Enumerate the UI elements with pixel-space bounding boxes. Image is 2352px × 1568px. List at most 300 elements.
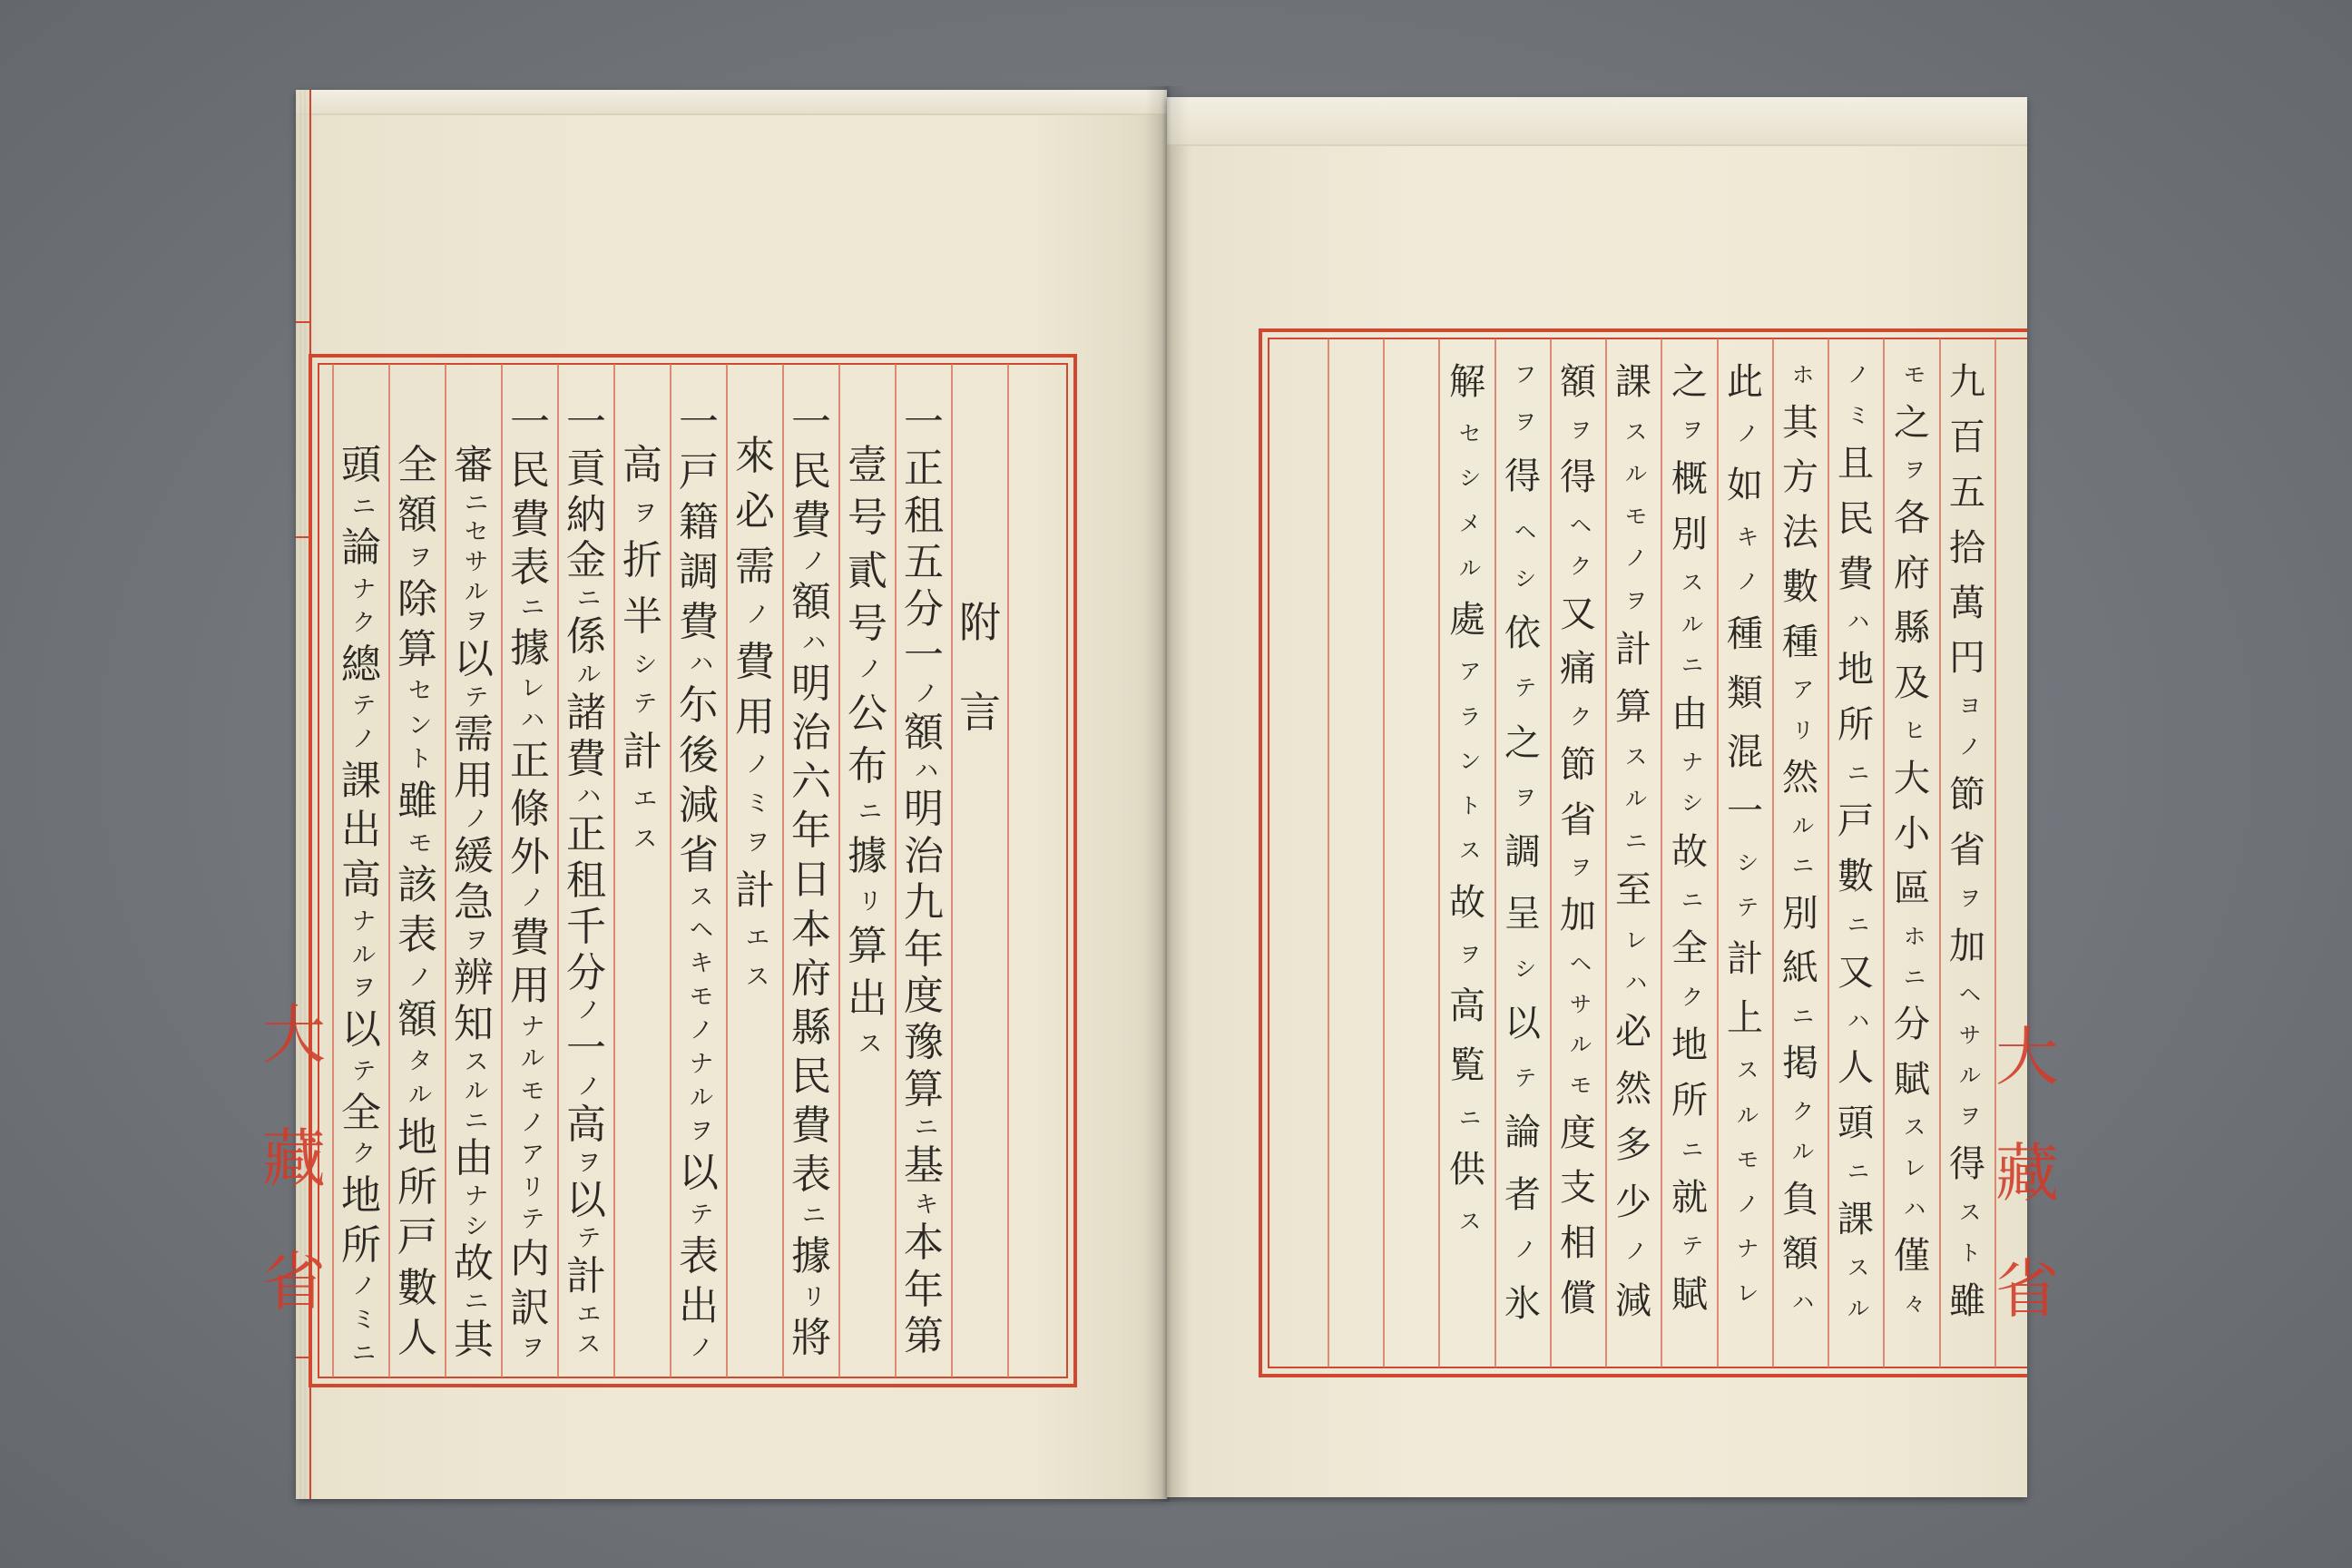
character: 出: [341, 807, 381, 854]
character: 故: [454, 1240, 494, 1288]
character: 額: [1782, 1233, 1818, 1276]
character: 別: [1782, 892, 1818, 935]
character: 藏: [1995, 1136, 2059, 1210]
character: 區: [1894, 867, 1930, 910]
character: 必: [1615, 1011, 1651, 1054]
character: 豫: [904, 1019, 944, 1066]
character: 一: [904, 399, 944, 446]
character: 内: [510, 1236, 550, 1283]
character: 半: [622, 593, 662, 640]
character: 一: [566, 1025, 606, 1073]
character: 一: [791, 399, 831, 446]
character: モ: [407, 829, 432, 858]
character: 加: [1949, 925, 1985, 967]
character: 急: [454, 878, 494, 926]
character: 費: [679, 598, 719, 645]
character: ア: [1792, 677, 1814, 703]
character: ノ: [1737, 1191, 1759, 1217]
character: 課: [1615, 361, 1651, 403]
character: サ: [1959, 1022, 1981, 1048]
text-column: [1439, 363, 1495, 1233]
character: 表: [791, 1151, 831, 1198]
character: キ: [689, 950, 713, 978]
character: 之: [1671, 361, 1708, 403]
character: 算: [904, 1065, 944, 1112]
character: ス: [1459, 1208, 1481, 1234]
character: 用: [454, 757, 494, 804]
character: ヲ: [1514, 409, 1536, 436]
character: テ: [689, 1201, 713, 1230]
character: 費: [791, 1102, 831, 1149]
character: 六: [791, 759, 831, 806]
character: 其: [454, 1316, 494, 1363]
character: シ: [464, 1212, 488, 1240]
character: ス: [1625, 418, 1647, 445]
character: ヘ: [689, 916, 713, 945]
character: ナ: [1681, 749, 1703, 775]
character: 額: [904, 709, 944, 756]
character: 此: [1727, 361, 1763, 403]
character: 方: [1782, 456, 1818, 499]
character: 民: [510, 447, 550, 495]
character: 得: [1504, 456, 1541, 498]
character: 戸: [1838, 800, 1874, 843]
character: 訳: [510, 1284, 550, 1331]
character: 種: [1727, 612, 1763, 655]
character: 算: [397, 626, 437, 673]
character: 戸: [397, 1214, 437, 1261]
character: 數: [397, 1264, 437, 1311]
seal-stamp: [261, 974, 327, 1344]
character: ル: [1959, 1063, 1981, 1089]
character: セ: [407, 678, 432, 706]
character: 全: [341, 1089, 381, 1136]
character: レ: [1625, 926, 1647, 953]
character: ノ: [801, 548, 826, 576]
character: 所: [341, 1221, 381, 1269]
character: 減: [1615, 1279, 1651, 1322]
character: ニ: [1625, 828, 1647, 854]
character: リ: [801, 1283, 826, 1311]
character: モ: [520, 1077, 544, 1105]
seal-stamp: [1994, 999, 2060, 1348]
character: 額: [397, 995, 437, 1043]
character: キ: [1737, 524, 1759, 551]
character: セ: [464, 519, 488, 547]
character: ノ: [520, 884, 544, 912]
character: ク: [351, 609, 376, 637]
character: ト: [407, 746, 432, 774]
character: 知: [454, 1000, 494, 1047]
character: ト: [1459, 793, 1481, 819]
character: ナ: [464, 1183, 488, 1211]
character: 大: [1995, 1020, 2059, 1094]
character: ハ: [520, 707, 544, 735]
character: 度: [1560, 1112, 1596, 1154]
character: 本: [904, 1220, 944, 1267]
character: 高: [566, 1101, 606, 1148]
character: 九: [1949, 361, 1985, 403]
character: ヘ: [1570, 513, 1592, 539]
character: ク: [1570, 704, 1592, 730]
character: ノ: [520, 1109, 544, 1137]
text-column: [839, 442, 896, 1058]
character: レ: [1904, 1155, 1926, 1181]
character: 費: [510, 495, 550, 543]
character: ノ: [576, 997, 601, 1025]
character: ノ: [351, 1273, 376, 1301]
character: ヲ: [745, 829, 769, 858]
character: テ: [520, 1205, 544, 1233]
character: ナ: [520, 1013, 544, 1041]
character: エ: [632, 786, 657, 814]
character: 全: [1671, 927, 1708, 970]
character: ク: [1570, 553, 1592, 579]
character: 五: [904, 539, 944, 586]
character: 覧: [1449, 1044, 1485, 1087]
text-column: [502, 399, 558, 1362]
character: レ: [520, 675, 544, 703]
character: 省: [1560, 799, 1596, 841]
character: ノ: [407, 964, 432, 992]
character: 租: [566, 857, 606, 904]
character: テ: [632, 691, 657, 719]
character: ス: [576, 1330, 601, 1358]
character: ル: [1792, 1139, 1814, 1165]
character: 高: [341, 857, 381, 904]
character: 貳: [848, 547, 887, 594]
character: 外: [510, 834, 550, 881]
character: ハ: [1625, 969, 1647, 995]
character: テ: [1737, 895, 1759, 921]
character: 痛: [1560, 648, 1596, 691]
character: 金: [566, 537, 606, 584]
character: 以: [341, 1006, 381, 1054]
character: 大: [262, 998, 326, 1073]
character: ニ: [1847, 911, 1869, 937]
character: 年: [791, 808, 831, 855]
text-column: [783, 399, 839, 1361]
character: 混: [1727, 730, 1763, 773]
character: ニ: [1459, 1104, 1481, 1131]
character: 小: [1894, 812, 1930, 855]
character: 數: [1838, 855, 1874, 897]
character: ス: [1737, 1057, 1759, 1083]
character: ノ: [576, 1073, 601, 1101]
character: ニ: [464, 489, 488, 517]
character: ニ: [1681, 887, 1703, 913]
character: ス: [632, 826, 657, 853]
character: 由: [1671, 692, 1708, 735]
character: ミ: [745, 790, 769, 818]
character: リ: [1792, 717, 1814, 743]
character: 一: [679, 399, 719, 446]
character: ク: [1681, 984, 1703, 1010]
character: ル: [1847, 1295, 1869, 1321]
appendix-heading: [952, 600, 1008, 735]
character: ル: [464, 578, 488, 606]
text-column: [446, 442, 502, 1363]
character: 尓: [679, 681, 719, 729]
character: ノ: [351, 726, 376, 754]
character: ニ: [1792, 853, 1814, 879]
character: 且: [1838, 442, 1874, 485]
text-column: [727, 433, 783, 991]
character: 及: [1894, 662, 1930, 704]
character: ト: [1959, 1240, 1981, 1267]
character: ナ: [351, 907, 376, 936]
character: 頭: [341, 442, 381, 488]
character: 附: [959, 598, 1001, 647]
character: ニ: [1792, 1003, 1814, 1029]
character: セ: [1459, 421, 1481, 447]
character: 一: [510, 399, 550, 446]
character: 公: [848, 691, 887, 738]
character: 如: [1727, 465, 1763, 507]
character: 又: [1560, 593, 1596, 635]
character: 拾: [1949, 526, 1985, 569]
character: 頭: [1838, 1102, 1874, 1145]
character: ハ: [576, 783, 601, 811]
character: ル: [1737, 1102, 1759, 1128]
character: 依: [1504, 612, 1541, 655]
character: 府: [1894, 552, 1930, 594]
character: ヲ: [464, 608, 488, 636]
character: 民: [1838, 497, 1874, 540]
character: シ: [1459, 466, 1481, 492]
character: 円: [1949, 637, 1985, 680]
character: ル: [1792, 812, 1814, 838]
character: 大: [1894, 758, 1930, 799]
character: 各: [1894, 496, 1930, 539]
character: 論: [1504, 1112, 1541, 1154]
character: ル: [576, 661, 601, 689]
character: 供: [1449, 1148, 1485, 1191]
character: 計: [735, 867, 775, 914]
character: 解: [1449, 361, 1485, 403]
character: 表: [397, 912, 437, 959]
character: ハ: [1904, 1195, 1926, 1221]
character: シ: [632, 651, 657, 679]
character: ス: [1959, 1200, 1981, 1226]
character: 減: [679, 781, 719, 828]
character: 諸: [566, 689, 606, 736]
character: 必: [735, 488, 775, 535]
character: ヲ: [1959, 1103, 1981, 1130]
character: 節: [1560, 743, 1596, 786]
character: ニ: [464, 1289, 488, 1317]
character: 分: [566, 949, 606, 996]
character: 條: [510, 786, 550, 833]
character: 々: [1904, 1290, 1926, 1317]
character: ノ: [1514, 1236, 1536, 1262]
character: 來: [735, 433, 775, 479]
character: ノ: [1625, 545, 1647, 572]
character: 之: [1894, 401, 1930, 444]
character: 明: [791, 661, 831, 708]
character: 需: [735, 544, 775, 591]
text-column: [1884, 363, 1940, 1316]
character: 出: [848, 975, 887, 1023]
character: ル: [520, 1045, 544, 1073]
character: 省: [1949, 829, 1985, 872]
character: 表: [679, 1233, 719, 1280]
character: 府: [791, 955, 831, 1002]
character: 課: [341, 757, 381, 804]
character: 分: [1894, 1004, 1930, 1046]
character: 後: [679, 731, 719, 779]
character: 論: [341, 524, 381, 572]
character: シ: [1737, 849, 1759, 876]
character: ニ: [1681, 652, 1703, 679]
character: 僅: [1894, 1235, 1930, 1278]
character: 一: [566, 399, 606, 446]
character: 基: [904, 1142, 944, 1190]
text-column: [1605, 363, 1661, 1320]
character: 壹: [848, 442, 887, 488]
character: 千: [566, 903, 606, 950]
character: 得: [1949, 1143, 1985, 1186]
character: 布: [848, 743, 887, 790]
character: シ: [1681, 790, 1703, 817]
character: 調: [1504, 831, 1541, 874]
character: 戸: [679, 448, 719, 495]
character: 年: [904, 1266, 944, 1313]
character: サ: [1570, 991, 1592, 1017]
character: ノ: [858, 655, 882, 683]
character: 租: [904, 492, 944, 539]
character: 年: [904, 926, 944, 973]
character: 少: [1615, 1181, 1651, 1223]
text-column: [558, 399, 614, 1358]
character: 費: [510, 915, 550, 962]
text-column: [333, 442, 389, 1367]
page-stack-edge: [1167, 97, 2027, 146]
character: 然: [1782, 757, 1818, 799]
character: ヲ: [1570, 855, 1592, 881]
character: 計: [1727, 938, 1763, 981]
character: 算: [848, 923, 887, 970]
character: 負: [1782, 1178, 1818, 1220]
character: ニ: [1681, 1136, 1703, 1162]
character: 其: [1782, 401, 1818, 444]
character: テ: [351, 1057, 376, 1085]
character: ミ: [351, 1307, 376, 1335]
character: ホ: [1792, 362, 1814, 387]
character: 民: [791, 448, 831, 495]
character: ヲ: [1959, 885, 1981, 911]
character: ナ: [351, 576, 376, 604]
character: 所: [397, 1164, 437, 1211]
character: ル: [1570, 1032, 1592, 1058]
character: タ: [407, 1048, 432, 1076]
character: 雖: [1949, 1279, 1985, 1322]
character: 治: [791, 710, 831, 757]
character: 縣: [791, 1004, 831, 1051]
character: 節: [1949, 774, 1985, 817]
text-column: [614, 442, 671, 853]
text-column: [1828, 363, 1884, 1320]
character: 民: [791, 1053, 831, 1100]
character: ニ: [1847, 1159, 1869, 1185]
character: ニ: [914, 1114, 938, 1142]
character: 除: [397, 575, 437, 622]
character: モ: [689, 984, 713, 1012]
character: 據: [848, 833, 887, 880]
character: ル: [464, 1078, 488, 1106]
character: 雖: [397, 778, 437, 825]
character: 高: [622, 442, 662, 488]
character: ハ: [914, 758, 938, 785]
character: テ: [1681, 1233, 1703, 1259]
character: ハ: [801, 630, 826, 658]
character: ヘ: [1959, 981, 1981, 1007]
character: ニ: [351, 493, 376, 521]
character: 省: [262, 1245, 326, 1319]
character: ノ: [745, 601, 769, 629]
character: ハ: [1792, 1289, 1814, 1315]
character: フ: [1514, 362, 1536, 387]
character: 該: [397, 861, 437, 908]
character: 出: [679, 1283, 719, 1330]
character: ル: [1681, 611, 1703, 637]
character: 之: [1504, 721, 1541, 764]
text-column: [1661, 363, 1718, 1314]
character: 調: [679, 548, 719, 595]
character: ハ: [1847, 609, 1869, 635]
character: 別: [1671, 514, 1708, 556]
character: ナ: [689, 1051, 713, 1079]
character: サ: [464, 548, 488, 576]
character: 藏: [262, 1122, 326, 1196]
character: テ: [1514, 675, 1536, 701]
character: 用: [510, 963, 550, 1010]
character: ヲ: [1570, 416, 1592, 443]
character: レ: [1737, 1279, 1759, 1306]
character: ノ: [745, 751, 769, 779]
character: モ: [1625, 503, 1647, 529]
character: 種: [1782, 621, 1818, 663]
character: ヲ: [576, 1149, 601, 1177]
character: 額: [1560, 361, 1596, 403]
character: ヲ: [464, 926, 488, 955]
character: ノ: [1847, 362, 1869, 387]
character: リ: [520, 1173, 544, 1201]
character: ヒ: [1904, 718, 1926, 744]
character: 全: [397, 442, 437, 488]
character: ニ: [464, 1107, 488, 1135]
character: 課: [1838, 1199, 1874, 1241]
character: 者: [1504, 1173, 1541, 1216]
character: 九: [904, 879, 944, 926]
character: ア: [1459, 659, 1481, 685]
character: 計: [622, 728, 662, 775]
character: 日: [791, 857, 831, 904]
character: 故: [1449, 881, 1485, 924]
character: 紙: [1782, 947, 1818, 990]
character: ス: [1625, 743, 1647, 769]
character: ノ: [914, 681, 938, 709]
character: 号: [848, 495, 887, 542]
character: エ: [745, 924, 769, 952]
character: ル: [1625, 461, 1647, 487]
character: ニ: [351, 1339, 376, 1367]
character: ヲ: [632, 499, 657, 527]
character: 一: [904, 632, 944, 679]
character: 以: [454, 635, 494, 682]
character: 言: [959, 688, 1001, 737]
character: 據: [510, 624, 550, 671]
